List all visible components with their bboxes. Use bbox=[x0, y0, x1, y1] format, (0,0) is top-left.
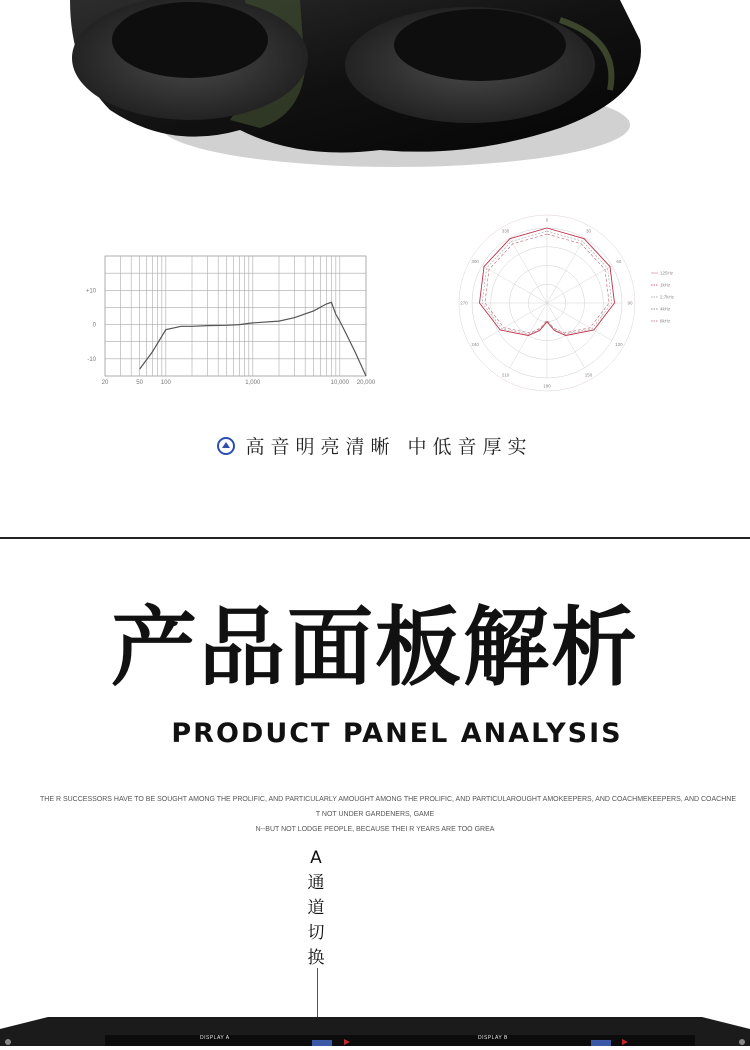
frequency-response-chart bbox=[80, 240, 390, 394]
section-title-cn: 产品面板解析 bbox=[111, 598, 639, 698]
x-tick-label: 20,000 bbox=[356, 380, 376, 386]
angle-label: 180 bbox=[543, 383, 551, 389]
angle-label: 150 bbox=[584, 372, 593, 378]
polar-spoke bbox=[547, 303, 612, 341]
channel-b-button[interactable] bbox=[591, 1040, 611, 1046]
angle-label: 90 bbox=[627, 300, 633, 306]
microphone-photo bbox=[0, 0, 750, 185]
section-title-en: PRODUCT PANEL ANALYSIS bbox=[171, 718, 623, 749]
legend-label: 4kHz bbox=[660, 306, 671, 312]
caption-text: 高音明亮清晰 中低音厚实 bbox=[245, 436, 533, 458]
angle-label: 270 bbox=[460, 300, 468, 306]
section-divider bbox=[0, 537, 750, 539]
polar-pattern-chart bbox=[445, 205, 685, 409]
y-tick-label: 0 bbox=[92, 322, 96, 329]
callout-char: A bbox=[310, 848, 322, 868]
polar-spoke bbox=[482, 303, 547, 341]
callout-char: 通 bbox=[307, 873, 325, 893]
rack-screw-icon bbox=[5, 1039, 11, 1045]
x-tick-label: 100 bbox=[160, 380, 171, 386]
y-tick-label: +10 bbox=[85, 288, 96, 295]
angle-label: 30 bbox=[585, 228, 592, 234]
legend-label: 2.7kHz bbox=[660, 294, 675, 300]
callout-char: 换 bbox=[307, 948, 325, 968]
x-tick-label: 1,000 bbox=[245, 380, 261, 386]
angle-label: 210 bbox=[501, 372, 510, 378]
channel-switch-callout bbox=[304, 846, 328, 971]
description-line: THE R SUCCESSORS HAVE TO BE SOUGHT AMONG THE PROLIFIC, AND PARTICULARLY AMOUGHT AMONG THE PROLIFIC, AND PARTICULAROUGHT AMOKEEPERS, AND COACHMEKEEPERS, AND COACHNE bbox=[40, 796, 736, 803]
callout-char: 切 bbox=[307, 923, 325, 943]
angle-label: 0 bbox=[545, 217, 549, 223]
callout-char: 道 bbox=[307, 898, 325, 918]
angle-label: 240 bbox=[471, 342, 479, 347]
device-front-panel bbox=[0, 1015, 750, 1046]
angle-label: 120 bbox=[615, 342, 623, 347]
x-tick-label: 50 bbox=[136, 380, 143, 386]
legend-label: 1kHz bbox=[660, 282, 671, 288]
y-tick-label: -10 bbox=[87, 356, 96, 363]
polar-spoke bbox=[510, 238, 548, 303]
angle-label: 60 bbox=[616, 259, 622, 264]
up-arrow-circle-icon bbox=[217, 437, 235, 455]
description-line: T NOT UNDER GARDENERS, GAME bbox=[315, 811, 435, 818]
plot-frame bbox=[105, 256, 366, 376]
description-text bbox=[40, 792, 736, 837]
angle-label: 300 bbox=[471, 259, 479, 264]
polar-spoke bbox=[547, 238, 585, 303]
legend-label: 125Hz bbox=[660, 270, 674, 276]
legend-label: 8kHz bbox=[660, 318, 671, 324]
display-b-label: DISPLAY B bbox=[478, 1035, 508, 1041]
feature-caption bbox=[0, 432, 750, 459]
polar-spoke bbox=[482, 266, 547, 304]
x-tick-label: 10,000 bbox=[330, 380, 349, 386]
description-line: N--BUT NOT LODGE PEOPLE, BECAUSE THEI R YEARS ARE TOO GREA bbox=[255, 826, 495, 833]
angle-label: 330 bbox=[501, 228, 510, 234]
polar-spoke bbox=[547, 266, 612, 304]
channel-a-button[interactable] bbox=[312, 1040, 332, 1046]
x-tick-label: 20 bbox=[101, 380, 109, 386]
rack-screw-icon bbox=[739, 1039, 745, 1045]
display-a-label: DISPLAY A bbox=[200, 1035, 230, 1041]
